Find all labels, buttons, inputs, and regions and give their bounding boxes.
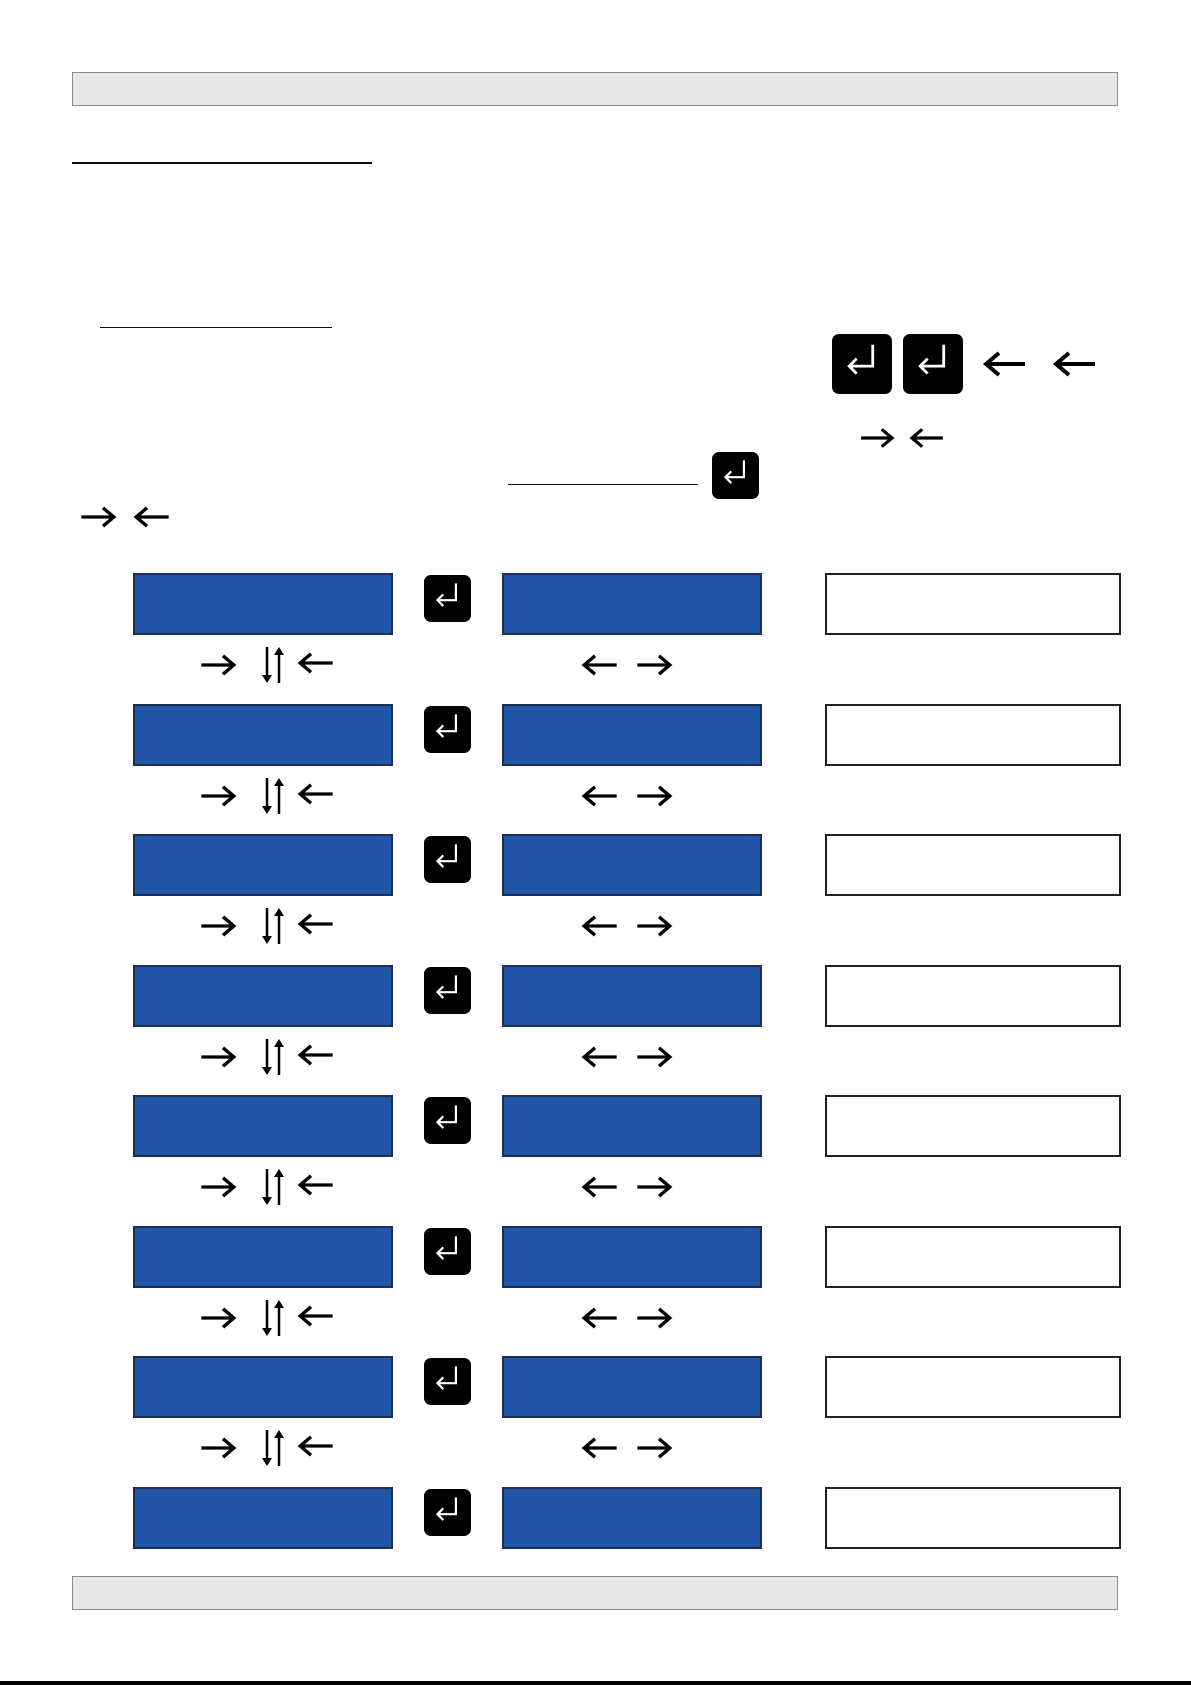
arrow-left-icon	[296, 910, 336, 938]
arrow-up-down-icon	[258, 1298, 288, 1338]
arrow-up-down-icon	[258, 1037, 288, 1077]
instruction-link-underline	[508, 484, 698, 485]
section-heading-underline	[72, 162, 372, 164]
arrow-right-icon	[634, 1434, 674, 1462]
arrow-left-icon	[296, 1302, 336, 1330]
lcd-display-menu	[133, 965, 393, 1027]
enter-key-icon	[424, 836, 471, 883]
arrow-left-icon	[908, 424, 946, 452]
arrow-right-icon	[198, 651, 238, 679]
arrow-left-icon	[296, 649, 336, 677]
lcd-display-value	[502, 704, 762, 766]
lcd-display-menu	[133, 704, 393, 766]
enter-key-icon	[424, 706, 471, 753]
arrow-right-icon	[634, 1304, 674, 1332]
arrow-right-icon	[634, 1173, 674, 1201]
arrow-right-icon	[198, 782, 238, 810]
lcd-display-menu	[133, 573, 393, 635]
arrow-up-down-icon	[258, 1428, 288, 1468]
arrow-right-icon	[634, 1043, 674, 1071]
arrow-right-icon	[198, 1043, 238, 1071]
lcd-display-value	[502, 965, 762, 1027]
footer-bar	[72, 1576, 1118, 1610]
arrow-left-icon	[296, 1432, 336, 1460]
lcd-display-value	[502, 834, 762, 896]
description-box	[825, 1356, 1121, 1418]
arrow-left-icon	[580, 651, 620, 679]
description-box	[825, 1095, 1121, 1157]
enter-key-icon	[903, 334, 963, 394]
enter-key-icon	[712, 452, 759, 499]
description-box	[825, 965, 1121, 1027]
lcd-display-menu	[133, 1095, 393, 1157]
arrow-right-icon	[198, 912, 238, 940]
arrow-up-down-icon	[258, 1167, 288, 1207]
arrow-left-icon	[580, 1173, 620, 1201]
arrow-left-icon	[1050, 349, 1100, 379]
lcd-display-menu	[133, 1356, 393, 1418]
description-box	[825, 1487, 1121, 1549]
arrow-left-icon	[980, 349, 1030, 379]
arrow-right-icon	[78, 503, 118, 531]
description-box	[825, 573, 1121, 635]
arrow-right-icon	[634, 912, 674, 940]
arrow-left-icon	[580, 1043, 620, 1071]
header-bar	[72, 72, 1118, 106]
description-box	[825, 704, 1121, 766]
arrow-left-icon	[296, 1041, 336, 1069]
lcd-display-value	[502, 573, 762, 635]
lcd-display-menu	[133, 1226, 393, 1288]
enter-key-icon	[424, 1358, 471, 1405]
subheading-underline	[100, 327, 332, 328]
arrow-left-icon	[580, 1434, 620, 1462]
enter-key-icon	[424, 1228, 471, 1275]
enter-key-icon	[832, 334, 892, 394]
arrow-left-icon	[296, 780, 336, 808]
arrow-right-icon	[198, 1304, 238, 1332]
arrow-left-icon	[580, 1304, 620, 1332]
arrow-right-icon	[198, 1434, 238, 1462]
arrow-right-icon	[198, 1173, 238, 1201]
arrow-up-down-icon	[258, 906, 288, 946]
lcd-display-value	[502, 1487, 762, 1549]
arrow-right-icon	[634, 651, 674, 679]
enter-key-icon	[424, 1097, 471, 1144]
enter-key-icon	[424, 575, 471, 622]
arrow-left-icon	[580, 782, 620, 810]
lcd-display-menu	[133, 1487, 393, 1549]
arrow-right-icon	[634, 782, 674, 810]
lcd-display-menu	[133, 834, 393, 896]
arrow-right-icon	[858, 424, 896, 452]
lcd-display-value	[502, 1095, 762, 1157]
description-box	[825, 834, 1121, 896]
arrow-left-icon	[580, 912, 620, 940]
lcd-display-value	[502, 1226, 762, 1288]
arrow-left-icon	[296, 1171, 336, 1199]
description-box	[825, 1226, 1121, 1288]
page-bottom-edge	[0, 1681, 1191, 1685]
enter-key-icon	[424, 967, 471, 1014]
arrow-up-down-icon	[258, 776, 288, 816]
enter-key-icon	[424, 1489, 471, 1536]
arrow-up-down-icon	[258, 645, 288, 685]
lcd-display-value	[502, 1356, 762, 1418]
arrow-left-icon	[132, 503, 172, 531]
